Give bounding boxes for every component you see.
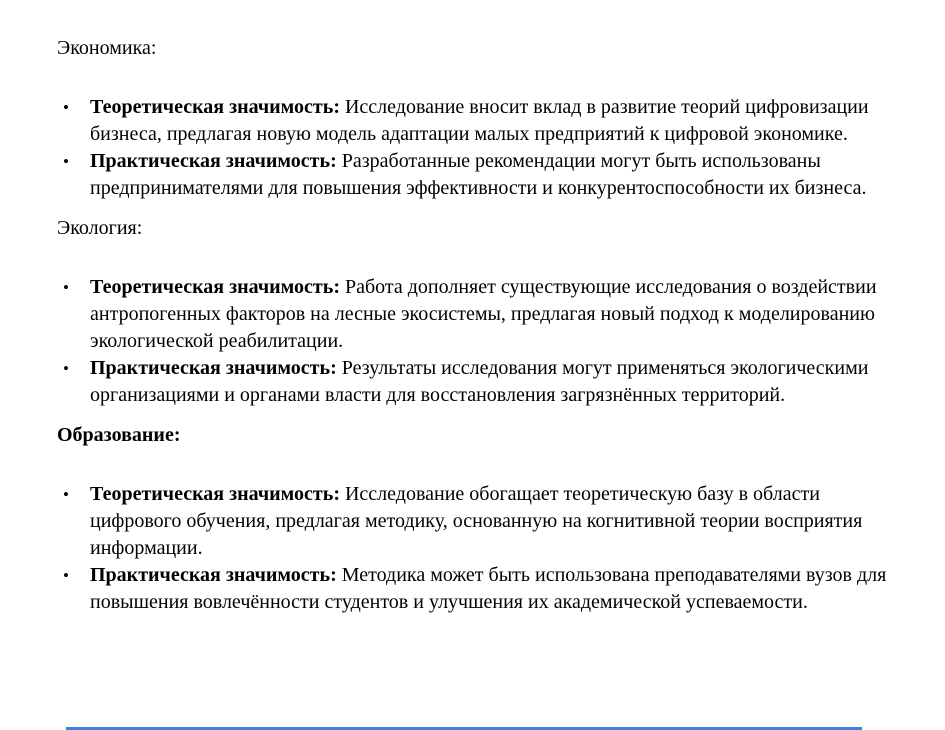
list-item xyxy=(57,148,902,202)
bullet-icon: • xyxy=(63,98,69,117)
item-label: Практическая значимость: xyxy=(90,150,337,172)
list-item xyxy=(57,562,902,616)
item-label: Теоретическая значимость: xyxy=(90,276,340,298)
item-text: Исследование вносит вклад в развитие теорий цифровизации бизнеса, предлагая новую модель адаптации малых предприятий к цифровой экономике. xyxy=(90,96,869,145)
item-text: Разработанные рекомендации могут быть использованы предпринимателями для повышения эффективности и конкурентоспособности их бизнеса. xyxy=(90,150,867,199)
section-heading: Образование: xyxy=(57,424,181,446)
section-heading: Экология: xyxy=(57,217,143,239)
list-item xyxy=(57,274,902,355)
item-label: Практическая значимость: xyxy=(90,564,337,586)
item-text: Работа дополняет существующие исследования о воздействии антропогенных факторов на лесные экосистемы, предлагая новый подход к моделированию экологической реабилитации. xyxy=(90,276,877,352)
bullet-icon: • xyxy=(63,359,69,378)
list-item xyxy=(57,355,902,409)
item-text: Методика может быть использована преподавателями вузов для повышения вовлечённости студентов и улучшения их академической успеваемости. xyxy=(90,564,887,613)
item-label: Теоретическая значимость: xyxy=(90,483,340,505)
bullet-icon: • xyxy=(63,152,69,171)
section-heading: Экономика: xyxy=(57,37,157,59)
bullet-icon: • xyxy=(63,566,69,585)
item-label: Практическая значимость: xyxy=(90,357,337,379)
bullet-list xyxy=(57,481,902,616)
bullet-list xyxy=(57,274,902,409)
item-text: Исследование обогащает теоретическую базу в области цифрового обучения, предлагая методику, основанную на когнитивной теории восприятия информации. xyxy=(90,483,863,559)
item-text: Результаты исследования могут применяться экологическими организациями и органами власти для восстановления загрязнённых территорий. xyxy=(90,357,869,406)
bullet-list xyxy=(57,94,902,202)
bullet-icon: • xyxy=(63,485,69,504)
list-item xyxy=(57,481,902,562)
list-item xyxy=(57,94,902,148)
item-label: Теоретическая значимость: xyxy=(90,96,340,118)
bullet-icon: • xyxy=(63,278,69,297)
